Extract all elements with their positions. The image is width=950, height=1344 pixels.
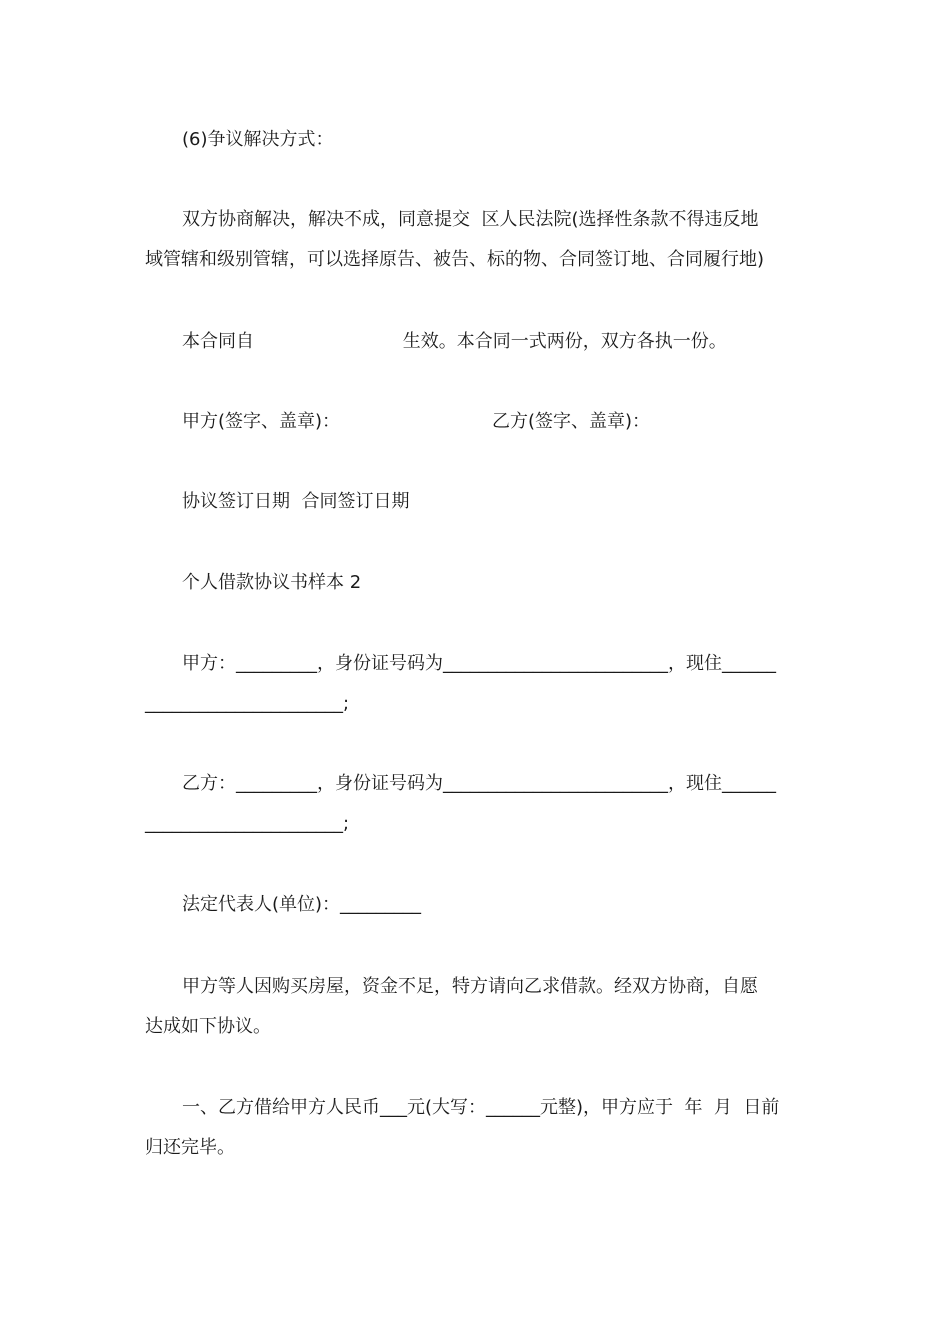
signing-date: 协议签订日期 合同签订日期	[182, 491, 410, 512]
party-a-signature: 甲方(签字、盖章)：	[182, 411, 341, 432]
party-b-info: 乙方：_________，身份证号码为_________________________，现住______	[182, 773, 776, 794]
party-b-info-cont: ______________________;	[145, 813, 350, 834]
dispute-resolution-heading: (6)争议解决方式：	[182, 129, 334, 150]
dispute-resolution-text: 双方协商解决，解决不成，同意提交 区人民法院(选择性条款不得违反地	[182, 209, 759, 230]
party-a-info-cont: ______________________;	[145, 693, 350, 714]
loan-clause-1-cont: 归还完毕。	[145, 1137, 235, 1158]
loan-purpose: 甲方等人因购买房屋，资金不足，特方请向乙求借款。经双方协商，自愿	[182, 976, 758, 997]
party-b-signature: 乙方(签字、盖章)：	[492, 411, 651, 432]
party-a-info: 甲方：_________，身份证号码为_________________________，现住______	[182, 653, 776, 674]
loan-clause-1: 一、乙方借给甲方人民币___元(大写：______元整)，甲方应于 年 月 日前	[182, 1097, 780, 1118]
section-title: 个人借款协议书样本 2	[182, 572, 362, 593]
loan-purpose-cont: 达成如下协议。	[145, 1016, 271, 1037]
dispute-resolution-text-cont: 域管辖和级别管辖，可以选择原告、被告、标的物、合同签订地、合同履行地)	[145, 249, 765, 270]
legal-representative: 法定代表人(单位)：_________	[182, 894, 422, 915]
effective-clause: 本合同自 生效。本合同一式两份，双方各执一份。	[182, 331, 727, 352]
